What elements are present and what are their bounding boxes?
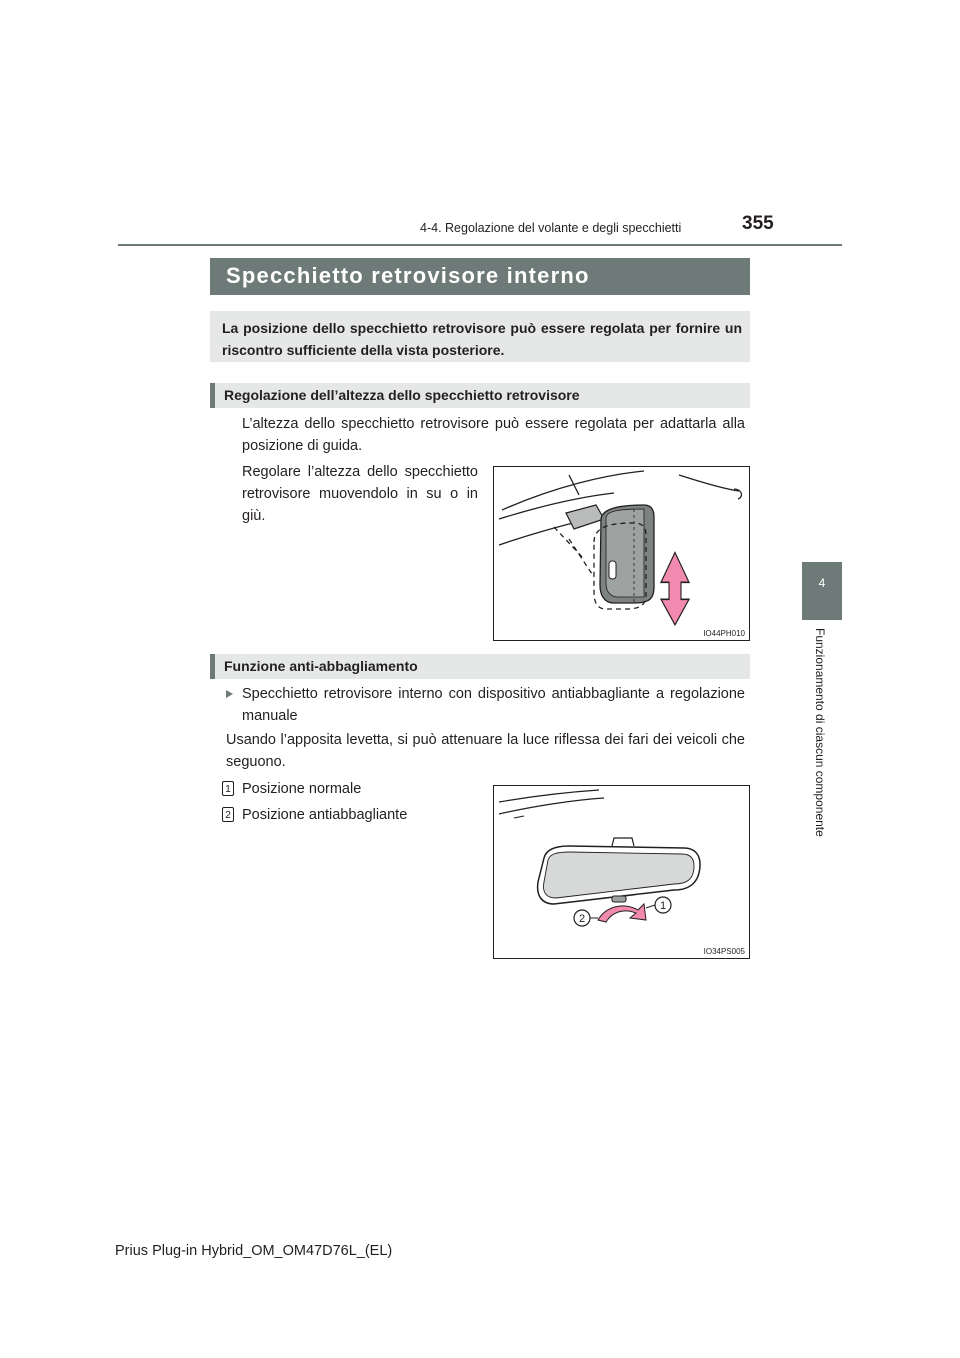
position-2-badge: 2 bbox=[222, 807, 234, 822]
figure1-code: IO44PH010 bbox=[703, 629, 745, 638]
page-number: 355 bbox=[742, 213, 774, 234]
figure2-callout-2: 2 bbox=[578, 913, 586, 925]
mirror-height-illustration bbox=[494, 467, 749, 640]
section1-paragraph: L’altezza dello specchietto retrovisore può essere regolata per adattarla alla posizione di guida. bbox=[242, 416, 745, 454]
header-section-title: 4-4. Regolazione del volante e degli specchietti bbox=[420, 221, 682, 235]
figure2-code: IO34PS005 bbox=[703, 947, 745, 956]
anti-glare-figure bbox=[493, 785, 750, 959]
position-2-label: Posizione antiabbagliante bbox=[242, 807, 408, 823]
section2-heading-accent bbox=[210, 654, 215, 679]
position-1-label: Posizione normale bbox=[242, 781, 362, 797]
intro-text: La posizione dello specchietto retrovisore può essere regolata per fornire un riscontro sufficiente della vista posteriore. bbox=[222, 320, 742, 358]
position-1-badge: 1 bbox=[222, 781, 234, 796]
section1-heading-accent bbox=[210, 383, 215, 408]
footer-doc-id: Prius Plug-in Hybrid_OM_OM47D76L_(EL) bbox=[115, 1243, 393, 1259]
chapter-tab-number: 4 bbox=[818, 576, 826, 590]
figure2-callout-1: 1 bbox=[659, 900, 667, 912]
chapter-tab-label: Funzionamento di ciascun componente bbox=[813, 628, 827, 837]
bullet-triangle-icon bbox=[226, 690, 233, 698]
section2-paragraph: Usando l’apposita levetta, si può attenuare la luce riflessa dei fari dei veicoli che seguono. bbox=[226, 732, 745, 770]
section2-heading: Funzione anti-abbagliamento bbox=[224, 658, 418, 674]
section1-instruction: Regolare l’altezza dello specchietto retrovisore muovendolo in su o in giù. bbox=[242, 464, 478, 524]
header-divider bbox=[118, 244, 842, 246]
chapter-tab bbox=[802, 562, 842, 620]
page-title: Specchietto retrovisore interno bbox=[226, 263, 590, 288]
section1-heading: Regolazione dell’altezza dello specchietto retrovisore bbox=[224, 387, 580, 403]
mirror-height-figure bbox=[493, 466, 750, 641]
anti-glare-illustration bbox=[494, 786, 749, 958]
section2-bullet: Specchietto retrovisore interno con dispositivo antiabbagliante a regolazione manuale bbox=[242, 686, 745, 724]
